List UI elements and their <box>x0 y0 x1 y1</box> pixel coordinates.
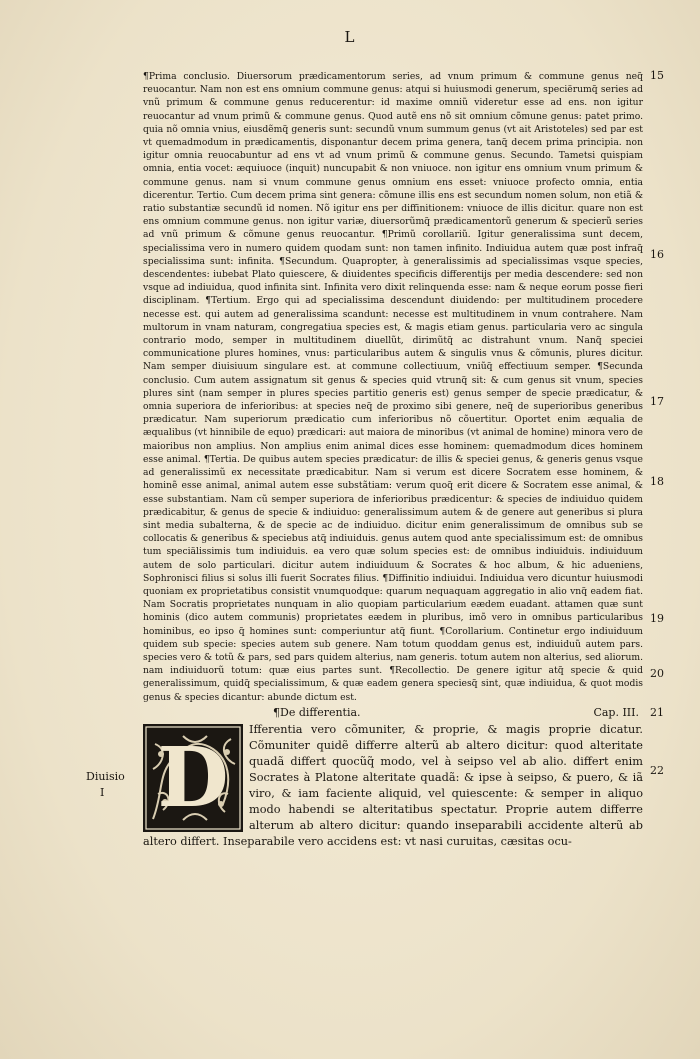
line-number-19: 19 <box>650 612 664 625</box>
margin-note <box>86 769 125 801</box>
margin-note-word: Diuisio <box>86 770 125 783</box>
initial-letter: D <box>157 729 229 826</box>
differentia-paragraph: Ifferentia vero cõmuniter, & proprie, & magis proprie dicatur. Cõmuniter quidẽ differre alterũ ab altero dicitur: quod alteritate quadã differt quocũq̃ modo, vel à seipso vel ab alio. differt enim Socrates à Platone alteritate quadã: & ipse à seipso, & puero, & iã viro, & iam faciente aliquid, vel quiescente: & semper in aliquo modo habendi se alteritatibus spectatur. Proprie autem differre alterum ab altero dicitur: quando inseparabili accidente alterũ ab altero differt. Inseparabile vero accidens est: vt nasi curuitas, cæsitas ocu- <box>143 722 643 849</box>
page-signature: L <box>344 28 356 46</box>
differentia-paragraph-block <box>143 722 643 851</box>
margin-note-numeral: I <box>100 786 105 799</box>
line-number-18: 18 <box>650 475 664 488</box>
main-paragraph: ¶Prima conclusio. Diuersorum prædicamentorum series, ad vnum primum & commune genus neq̃ reuocantur. Nam non est ens omnium commune genus: atqui si huiusmodi generum, speciërumq̃ series ad vnũ primum & commune genus reducerentur: id maxime omniũ videretur esse ad ens. non igitur reuocantur ad vnum primũ & commune genus. Quod autẽ ens nõ sit omnium cõmune genus: patet primo. quia nõ omnia vnius, eiusdẽmq̃ generis sunt: secundũ vnum summum genus (vt ait Aristoteles) sed par est vt quemadmodum in prædicamentis, disponantur decem prima genera, tanq̃ decem prima principia. non igitur omnia reuocabuntur ad ens vt ad vnum primũ & commune genus. Secundo. Tametsi quispiam omnia, entia vocet: æquiuoce (inquit) nuncupabit & non vniuoce. non igitur ens omnium vnum primum & commune genus. nam si vnum commune genus omnium ens esset: vniuoce profecto omnia, entia dicerentur. Tertio. Cum decem prima sint genera: cõmune illis ens est secundum nomen solum, non etiã & ratio substantiæ secundũ id nomen. Nõ igitur ens per diffinitionem: vniuoce de illis dicitur. quare non est ens omnium commune genus. non igitur variæ, diuersorũmq̃ prædicamentorũ generum & specierũ series ad vnũ primum & cõmune genus reuocantur. ¶Primũ corollariũ. Igitur generalissima sunt decem, specialissima vero in numero quidem quodam sunt: non tamen infinito. Indiuidua autem quæ post infraq̃ specialissima sunt: infinita. ¶Secundum. Quapropter, à generalissimis ad specialissimas vsque species, descendentes: iubebat Plato quiescere, & diuidentes specificis differentijs per media descendere: sed non vsque ad indiuidua, quod infinita sint. Infinita vero dixit relinquenda esse: nam & neque eorum posse fieri disciplinam. ¶Tertium. Ergo qui ad specialissima descendunt diuidendo: per multitudinem procedere necesse est. qui autem ad generalissima scandunt: necesse est multitudinem in vnum contrahere. Nam multorum in vnam naturam, congregatiua species est, & magis etiam genus. particularia vero ac singula contrario modo, semper in multitudinem diuellũt, dirimũtq̃ ac distrahunt vnum. Nanq̃ speciei communicatione plures homines, vnus: particularibus autem & singulis vnus & cõmunis, plures dicitur. Nam semper diuisiuum singulare est. at commune collectiuum, vniũq̃ effectiuum semper. ¶Secunda conclusio. Cum autem assignatum sit genus & species quid vtrunq̃ sit: & cum genus sit vnum, species plures sint (nam semper in plures species partitio generis est) genus semper de specie prædicatur, & omnia superiora de inferioribus: at species neq̃ de proximo sibi genere, neq̃ de superioribus generibus prædicatur. Nam superiorum prædicatio cum inferioribus nõ cõuertitur. Oportet enim æqualia de æqualibus (vt hinnibile de equo) prædicari: aut maiora de minoribus (vt animal de homine) minora vero de maioribus non amplius. Non amplius enim animal dices esse hominem: quemadmodum dices hominem esse animal. ¶Tertia. De quibus autem species prædicatur: de illis & speciei genus, & generis genus vsque ad generalissimũ ex necessitate prædicabitur. Nam si verum est dicere Socratem esse hominem, & hominẽ esse animal, animal autem esse substãtiam: verum quoq̃ erit dicere & Socratem esse animal, & esse substantiam. Nam cũ semper superiora de inferioribus prædicentur: & species de indiuiduo quidem prædicabitur, & genus de specie & indiuiduo: generalissimum autem & de genere aut generibus si plura sint media subalterna, & de specie ac de indiuiduo. dicitur enim generalissimum de omnibus sub se collocatis & generibus & speciebus atq̃ indiuiduis. genus autem quod ante specialissimum est: de omnibus tum speciälissimis tum indiuiduis. ea vero quæ solum species est: de omnibus indiuiduis. indiuiduum autem de solo particulari. dicitur autem indiuiduum & Socrates & hoc album, & hic adueniens, Sophronisci filius si solus illi fuerit Socrates filius. ¶Diffinitio indiuidui. Indiuidua vero dicuntur huiusmodi quoniam ex proprietatibus consistit vnumquodque: quarum nequaquam aggregatio in alio vnq̃ eadem fiat. Nam Socratis proprietates nunquam in alio quopiam particularium eædem euadant. attamen quæ sunt hominis (dico autem communis) proprietates eædem in pluribus, imõ vero in omnibus particularibus hominibus, eo ipso q̃ homines sunt: comperiuntur atq̃ fiunt. ¶Corollarium. Continetur ergo indiuiduum quidem sub specie: species autem sub genere. Nam totum quoddam genus est, indiuiduũ autem pars. species vero & totũ & pars, sed pars quidem alterius, nam generis. totum autem non alterius, sed aliorum. nam indiuiduorũ totum: quæ eius partes sunt. ¶Recollectio. De genere igitur atq̃ specie & quid generalissimum, quidq̃ specialissimum, & quæ eadem genera speciesq̃ sint, quæ indiuidua, & quot modis genus & species dicantur: abunde dictum est. <box>143 71 643 703</box>
decorated-initial <box>143 724 243 832</box>
line-number-22: 22 <box>650 764 664 777</box>
line-number-15: 15 <box>650 69 664 82</box>
line-number-20: 20 <box>650 667 664 680</box>
line-number-16: 16 <box>650 248 664 261</box>
section-heading: ¶De differentia. <box>273 705 361 719</box>
section-heading-row <box>143 706 643 722</box>
main-text-block <box>143 70 643 851</box>
chapter-label: Cap. III. <box>593 705 639 719</box>
line-number-17: 17 <box>650 395 664 408</box>
line-number-21: 21 <box>650 706 664 719</box>
